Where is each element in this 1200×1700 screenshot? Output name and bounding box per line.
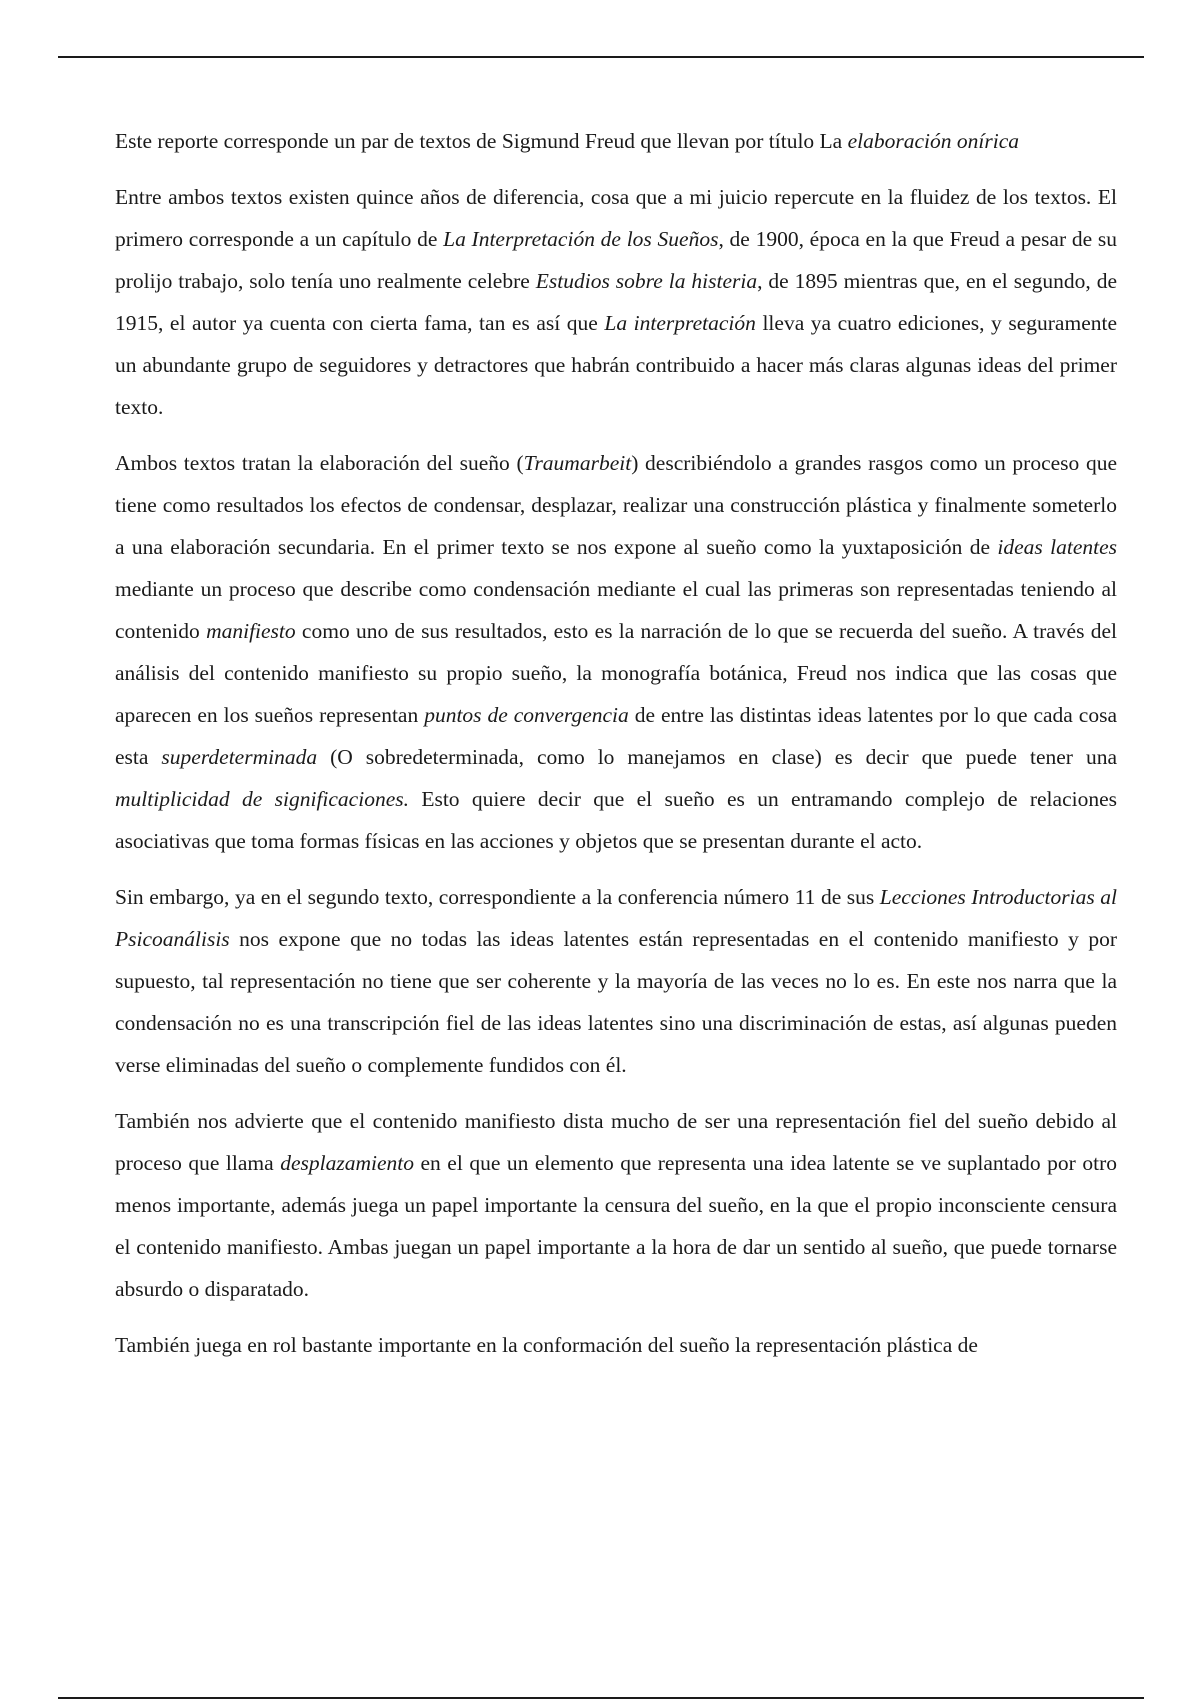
text-segment: Ambos textos tratan la elaboración del sueño ( (115, 451, 524, 475)
paragraph-condensation (115, 442, 1117, 862)
paragraph-intro (115, 120, 1117, 162)
text-segment: Sin embargo, ya en el segundo texto, correspondiente a la conferencia número 11 de sus (115, 885, 880, 909)
text-segment: como uno de sus resultados, esto es la narración de lo que se recuerda del sueño. A través del análisis del contenido manifiesto su propio sueño, la monografía botánica, Freud nos indica que las cosas que aparecen en los sueños representan (115, 619, 1117, 727)
italic-segment: Traumarbeit (523, 451, 632, 475)
text-segment: lleva ya cuatro ediciones, y seguramente un abundante grupo de seguidores y detractores que habrán contribuido a hacer más claras algunas ideas del primer texto. (115, 311, 1118, 419)
text-segment: mediante un proceso que describe como condensación mediante el cual las primeras son representadas teniendo al contenido (115, 577, 1117, 643)
italic-segment: superdeterminada (161, 745, 318, 769)
text-segment: nos expone que no todas las ideas latentes están representadas en el contenido manifiesto y por supuesto, tal representación no tiene que ser coherente y la mayoría de las veces no lo es. En este nos narra que la condensación no es una transcripción fiel de las ideas latentes sino una discriminación de estas, así algunas pueden verse eliminadas del sueño o complemente fundidos con él. (115, 927, 1117, 1077)
text-segment: (O sobredeterminada, como lo manejamos en clase) es decir que puede tener una (317, 745, 1117, 769)
italic-segment: puntos de convergencia (424, 703, 629, 727)
text-segment: Esto quiere decir que el sueño es un entramando complejo de relaciones asociativas que toma formas físicas en las acciones y objetos que se presentan durante el acto. (115, 787, 1117, 853)
italic-segment: manifiesto (206, 619, 296, 643)
italic-segment: Estudios sobre la histeria (535, 269, 758, 293)
paragraph-second-text (115, 876, 1117, 1086)
text-segment: Entre ambos textos existen quince años de diferencia, cosa que a mi juicio repercute en la fluidez de los textos. El primero corresponde a un capítulo de (115, 185, 1117, 251)
paragraph-plastic (115, 1324, 1117, 1366)
italic-segment: ideas latentes (997, 535, 1118, 559)
header-rule (58, 56, 1144, 58)
text-segment: en el que un elemento que representa una idea latente se ve suplantado por otro menos importante, además juega un papel importante la censura del sueño, en la que el propio inconsciente censura el contenido manifiesto. Ambas juegan un papel importante a la hora de dar un sentido al sueño, que puede tornarse absurdo o disparatado. (115, 1151, 1117, 1301)
footer-rule (58, 1697, 1144, 1699)
document-body (115, 120, 1117, 1380)
italic-segment: elaboración onírica (847, 129, 1019, 153)
text-segment: También nos advierte que el contenido manifiesto dista mucho de ser una representación fiel del sueño debido al proceso que llama (115, 1109, 1117, 1175)
text-segment: de entre las distintas ideas latentes por lo que cada cosa esta (115, 703, 1118, 769)
text-segment: , de 1895 mientras que, en el segundo, de 1915, el autor ya cuenta con cierta fama, tan es así que (115, 269, 1117, 335)
italic-segment: La Interpretación de los Sueños (443, 227, 719, 251)
italic-segment: La interpretación (604, 311, 756, 335)
text-segment: Este reporte corresponde un par de textos de Sigmund Freud que llevan por título La (115, 129, 848, 153)
text-segment: También juega en rol bastante importante en la conformación del sueño la representación plástica de (115, 1333, 978, 1357)
text-segment: , de 1900, época en la que Freud a pesar de su prolijo trabajo, solo tenía uno realmente celebre (115, 227, 1117, 293)
paragraph-displacement (115, 1100, 1117, 1310)
italic-segment: multiplicidad de significaciones. (115, 787, 409, 811)
italic-segment: desplazamiento (280, 1151, 414, 1175)
italic-segment: Lecciones Introductorias al Psicoanálisis (115, 885, 1117, 951)
paragraph-context (115, 176, 1117, 428)
text-segment: ) describiéndolo a grandes rasgos como un proceso que tiene como resultados los efectos de condensar, desplazar, realizar una construcción plástica y finalmente someterlo a una elaboración secundaria. En el primer texto se nos expone al sueño como la yuxtaposición de (115, 451, 1118, 559)
